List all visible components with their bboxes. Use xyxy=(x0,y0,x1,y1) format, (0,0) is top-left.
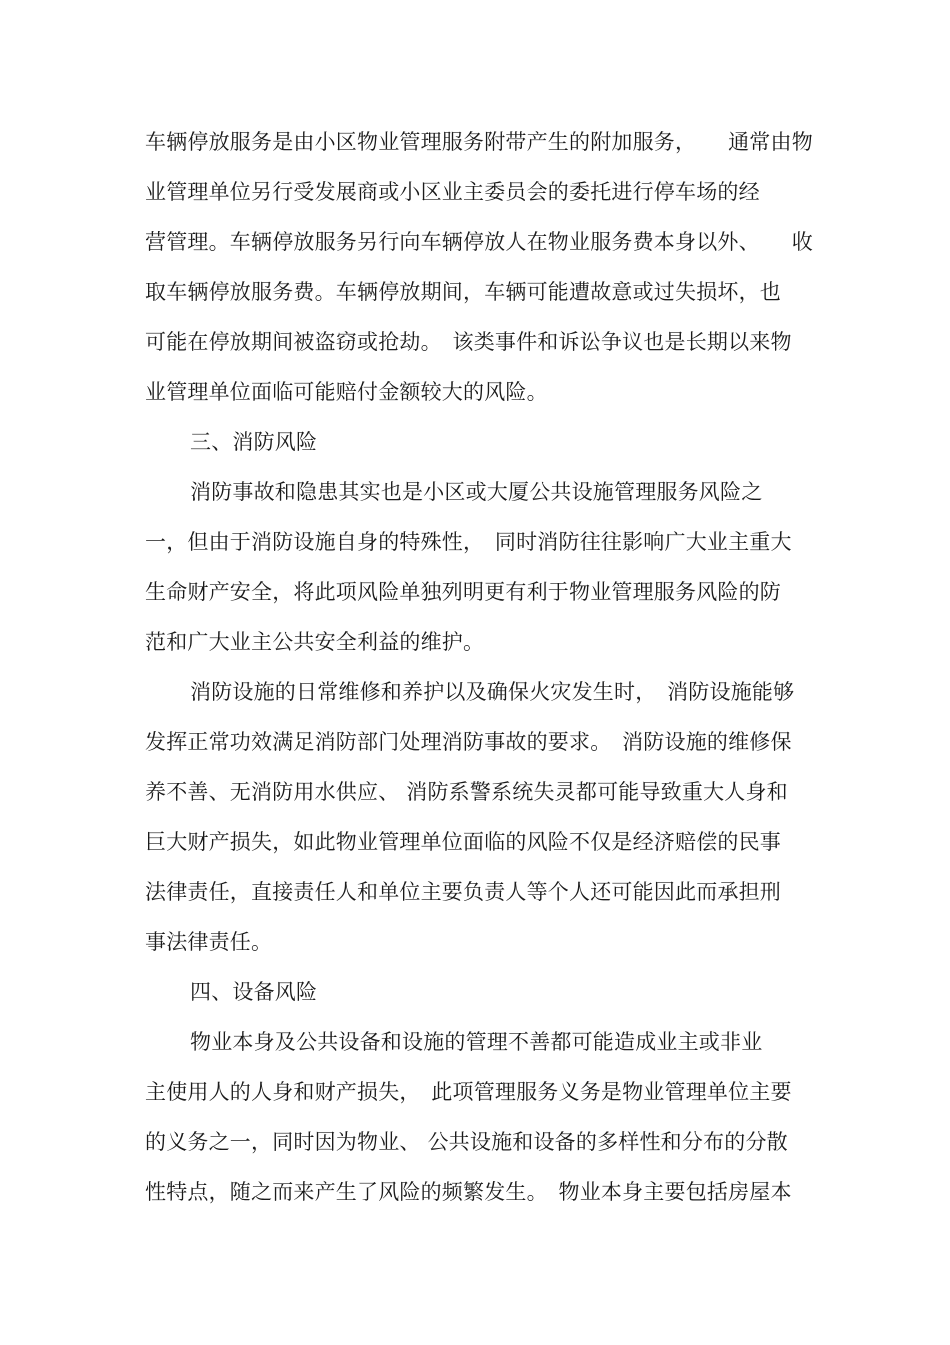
paragraph-line-9: 生命财产安全，将此项风险单独列明更有利于物业管理服务风险的防 xyxy=(145,580,781,604)
paragraph-line-7: 消防事故和隐患其实也是小区或大厦公共设施管理服务风险之 xyxy=(190,480,763,504)
paragraph-line-18: 主使用人的人身和财产损失， 此项管理服务义务是物业管理单位主要 xyxy=(145,1080,792,1104)
paragraph-line-4: 取车辆停放服务费。车辆停放期间，车辆可能遭故意或过失损坏，也 xyxy=(145,280,781,304)
paragraph-line-16: 事法律责任。 xyxy=(145,930,273,954)
paragraph-line-11: 消防设施的日常维修和养护以及确保火灾发生时， 消防设施能够 xyxy=(190,680,795,704)
paragraph-line-13: 养不善、无消防用水供应、 消防系警系统失灵都可能导致重大人身和 xyxy=(145,780,788,804)
paragraph-line-5: 可能在停放期间被盗窃或抢劫。 该类事件和诉讼争议也是长期以来物 xyxy=(145,330,792,354)
paragraph-line-10: 范和广大业主公共安全利益的维护。 xyxy=(145,630,485,654)
paragraph-line-1: 车辆停放服务是由小区物业管理服务附带产生的附加服务， 通常由物 xyxy=(145,130,813,154)
paragraph-line-14: 巨大财产损失，如此物业管理单位面临的风险不仅是经济赔偿的民事 xyxy=(145,830,781,854)
paragraph-line-17: 物业本身及公共设备和设施的管理不善都可能造成业主或非业 xyxy=(190,1030,763,1054)
paragraph-line-19: 的义务之一，同时因为物业、 公共设施和设备的多样性和分布的分散 xyxy=(145,1130,788,1154)
paragraph-line-15: 法律责任，直接责任人和单位主要负责人等个人还可能因此而承担刑 xyxy=(145,880,781,904)
paragraph-line-6: 业管理单位面临可能赔付金额较大的风险。 xyxy=(145,380,548,404)
paragraph-line-2: 业管理单位另行受发展商或小区业主委员会的委托进行停车场的经 xyxy=(145,180,760,204)
paragraph-line-3: 营管理。车辆停放服务另行向车辆停放人在物业服务费本身以外、 收 xyxy=(145,230,813,254)
section-heading-fire-risk: 三、消防风险 xyxy=(190,430,318,454)
paragraph-line-20: 性特点，随之而来产生了风险的频繁发生。 物业本身主要包括房屋本 xyxy=(145,1180,792,1204)
paragraph-line-12: 发挥正常功效满足消防部门处理消防事故的要求。 消防设施的维修保 xyxy=(145,730,792,754)
section-heading-equipment-risk: 四、设备风险 xyxy=(190,980,318,1004)
paragraph-line-8: 一，但由于消防设施自身的特殊性， 同时消防往往影响广大业主重大 xyxy=(145,530,792,554)
